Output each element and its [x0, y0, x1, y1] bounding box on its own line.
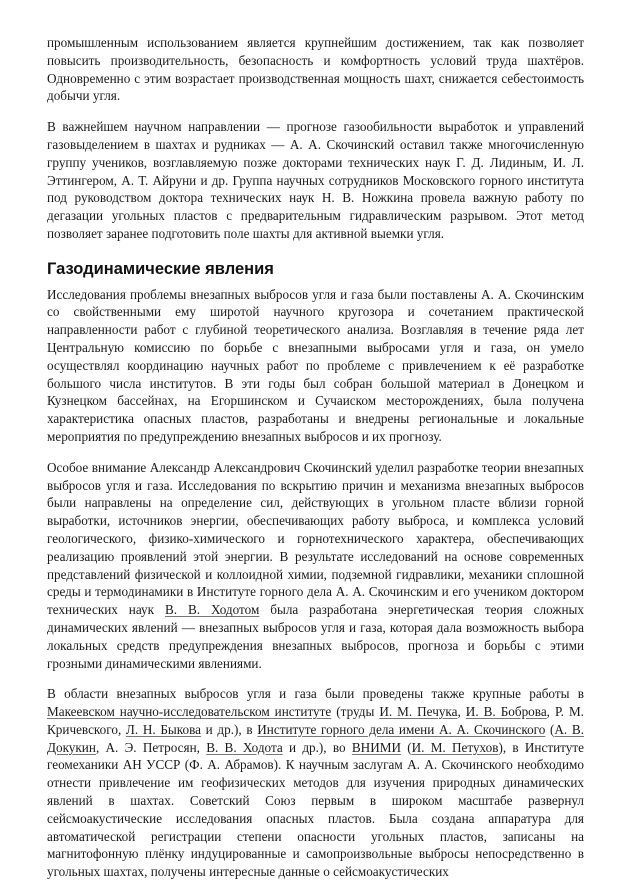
paragraph-5 [47, 685, 584, 881]
link-pechuk[interactable]: И. М. Печука [379, 704, 458, 720]
link-bobrov[interactable]: И. В. Боброва [465, 704, 547, 720]
text: и др.), во [282, 739, 352, 755]
paragraph-1: промышленным использованием является крупнейшим достижением, так как позволяет повысить производительность, безопасность и комфортность условий труда шахтёров. Одновременно с этим возрастает производственная мощность шахт, снижается себестоимость добычи угля. [47, 35, 584, 104]
link-dokukin[interactable]: А. В. Докукин [47, 721, 584, 755]
text: , Р. М. Кричевского, [47, 704, 584, 737]
text: и др.), в [201, 721, 258, 737]
link-hodot[interactable]: В. В. Ходотом [164, 602, 260, 618]
text: была разработана энергетическая теория сложных динамических явлений — внезапных выбросов угля и газа, которая дала возможность выбора локальных средств предупреждения внезапных выбросов, прогноза и борьбы с этими грозными динамическими явлениями. [47, 602, 584, 671]
link-vnimi[interactable]: ВНИМИ [351, 739, 401, 755]
link-bykov[interactable]: Л. Н. Быкова [125, 721, 201, 737]
section-heading: Газодинамические явления [47, 259, 274, 278]
text: (труды [331, 704, 380, 720]
link-skochinsky-institute[interactable]: Институте горного дела имени А. А. Скочинского [257, 721, 546, 737]
link-petukhov[interactable]: И. М. Петухов [411, 739, 499, 755]
link-hodot-2[interactable]: В. В. Ходота [206, 739, 283, 755]
text: , А. Э. Петросян, [95, 739, 207, 755]
article-body [47, 34, 584, 894]
paragraph-3: Исследования проблемы внезапных выбросов угля и газа были поставлены А. А. Скочинским со свойственными ему широтой научного кругозора и сочетанием практической направленности работ с глубиной теоретического анализа. Возглавляя в течение ряда лет Центральную комиссию по борьбе с внезапными выбросами угля и газа, он умело осуществлял координацию научных работ по проблеме с привлечением к её разработке большого числа институтов. В эти годы был собран большой материал в Донецком и Кузнецком бассейнах, на Егоршинском и Сучаиском месторождениях, была получена характеристика опасных пластов, разработаны и внедрены региональные и локальные мероприятия по предупреждению внезапных выбросов и их прогнозу. [47, 286, 584, 444]
text: ( [545, 721, 555, 737]
text: ), в Институте геомеханики АН УССР (Ф. А. Абрамов). К научным заслугам А. А. Скочинского необходимо отнести привлечение им геофизических методов для изучения природных динамических явлений в шахтах. Советский Союз первым в широком масштабе развернул сейсмоакустические исследования опасных пластов. Была создана аппаратура для автоматической регистрации степени опасности угольных пластов, записаны на магнитофонную плёнку индуцированные и самопроизвольные выбросы непосредственно в угольных шахтах, получены интересные данные о сейсмоакустических [47, 739, 584, 880]
text: Особое внимание Александр Александрович Скочинский уделил разработке теории внезапных выбросов угля и газа. Исследования по вскрытию причин и механизма внезапных выбросов были направлены на определение сил, действующих в угольном пласте вблизи горной выработки, источников энергии, обеспечивающих работу выброса, и комплекса условий геологического, физико-химического и горнотехнического характера, обеспечивающих реализацию проявлений этой энергии. В результате исследований на основе современных представлений физической и коллоидной химии, подземной гидравлики, механики сплошной среды и термодинамики в Институте горного дела А. А. Скочинским и его учеником доктором технических наук [47, 459, 584, 618]
text: , [457, 704, 466, 720]
link-makeevka-institute[interactable]: Макеевском научно-исследовательском институте [47, 704, 332, 720]
paragraph-2: В важнейшем научном направлении — прогнозе газообильности выработок и управлений газовыделением в шахтах и рудниках — А. А. Скочинский оставил также многочисленную группу учеников, возглавляемую позже докторами технических наук Г. Д. Лидиным, И. Л. Эттингером, А. Т. Айруни и др. Группа научных сотрудников Московского горного института под руководством доктора технических наук Н. В. Ножкина провела важную работу по дегазации угольных пластов с предварительным гидравлическим разрывом. Этот метод позволяет заранее подготовить поле шахты для активной выемки угля. [47, 119, 584, 241]
text: ( [400, 739, 412, 755]
paragraph-4 [47, 459, 584, 673]
text: В области внезапных выбросов угля и газа были проведены также крупные работы в [47, 686, 584, 702]
